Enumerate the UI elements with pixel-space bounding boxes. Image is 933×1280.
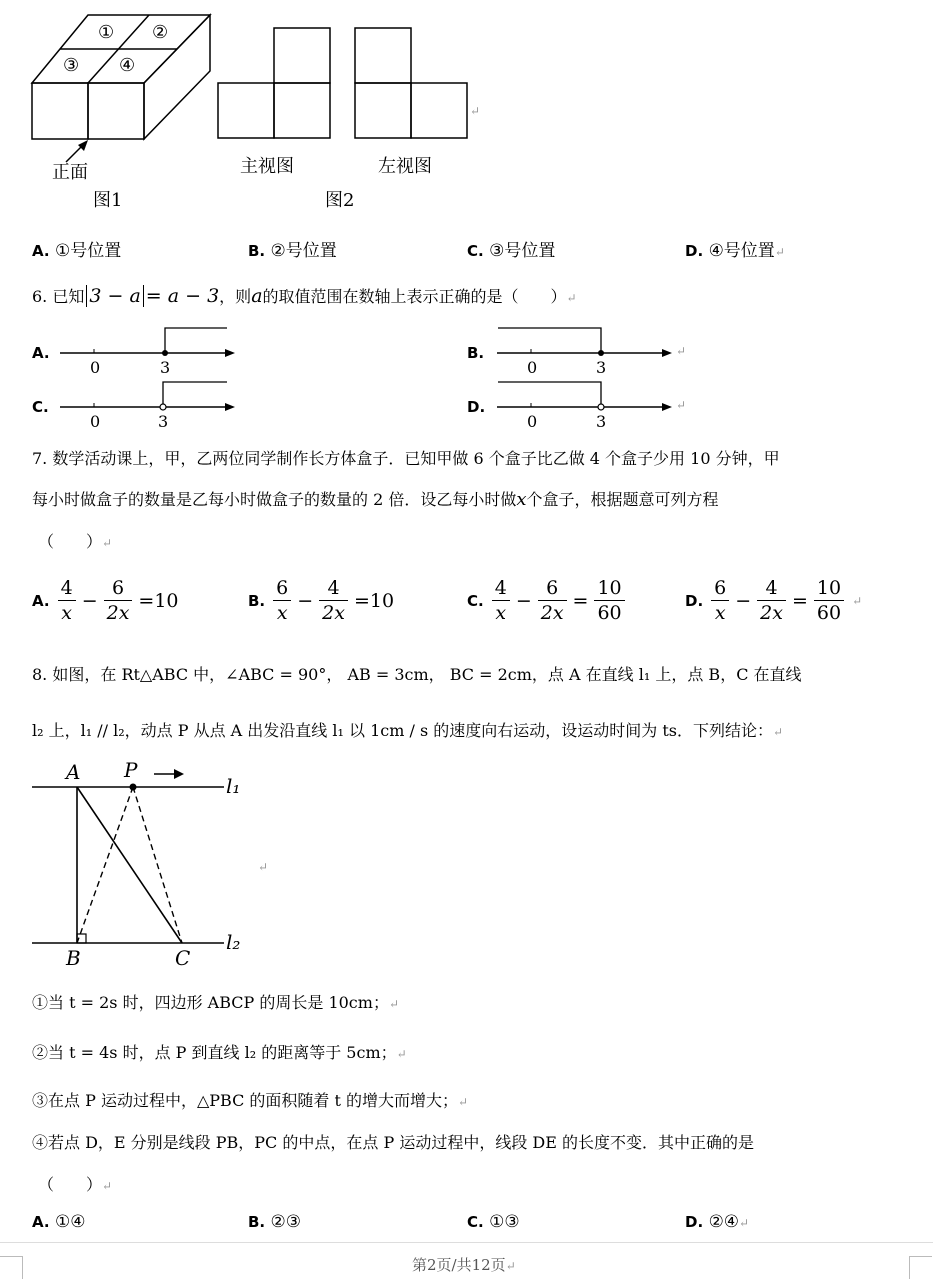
q8-conclusion-2: ②当 t = 4s 时，点 P 到直线 l₂ 的距离等于 5cm；↵ <box>32 1043 407 1062</box>
q6-option-c-label[interactable]: C. <box>32 398 49 416</box>
q6-a-three: 3 <box>160 358 171 377</box>
q8-line1: 8. 如图，在 Rt△ABC 中，∠ABC = 90°， AB = 3cm， BC = 2cm，点 A 在直线 l₁ 上，点 B，C 在直线 <box>32 665 802 684</box>
q8-conclusion-3: ③在点 P 运动过程中，△PBC 的面积随着 t 的增大而增大；↵ <box>32 1091 469 1110</box>
circle-label-2: ② <box>152 22 169 43</box>
q6-numberline-d[interactable] <box>492 376 682 416</box>
q5-option-b[interactable]: B. ②号位置 <box>248 241 337 261</box>
q6-c-zero: 0 <box>90 412 101 431</box>
views-figure <box>215 24 475 142</box>
fig-label-c: C <box>175 946 191 970</box>
fig1-caption: 图1 <box>93 190 123 211</box>
fig-label-l1: l₁ <box>226 774 241 798</box>
q6-b-three: 3 <box>596 358 607 377</box>
front-view-label: 主视图 <box>240 156 294 177</box>
q8-conclusion-4: ④若点 D，E 分别是线段 PB，PC 的中点，在点 P 运动过程中，线段 DE 的长度不变．其中正确的是 <box>32 1133 755 1152</box>
q7-option-d[interactable]: D. $\frac{6}{x}$ − $\frac{4}{2x}$ = $\frac{10}{60}$ ↵ <box>685 577 863 624</box>
q6-numberline-c[interactable] <box>55 376 245 416</box>
q6-numberline-a[interactable] <box>55 322 245 362</box>
q6-a-zero: 0 <box>90 358 101 377</box>
q7-option-b[interactable]: B. $\frac{6}{x}$ − $\frac{4}{2x}$ =10 <box>248 577 395 624</box>
fig-label-l2: l₂ <box>226 930 241 954</box>
q7-line2: 每小时做盒子的数量是乙每小时做盒子的数量的 2 倍．设乙每小时做x个盒子，根据题意可列方程 <box>32 489 719 510</box>
front-label: 正面 <box>52 162 88 183</box>
left-view-label: 左视图 <box>378 156 432 177</box>
q7-line1: 7. 数学活动课上，甲，乙两位同学制作长方体盒子．已知甲做 6 个盒子比乙做 4 个盒子少用 10 分钟，甲 <box>32 449 780 468</box>
q8-conclusion-1: ①当 t = 2s 时，四边形 ABCP 的周长是 10cm；↵ <box>32 993 400 1012</box>
q6-d-zero: 0 <box>527 412 538 431</box>
q6-d-three: 3 <box>596 412 607 431</box>
page-footer: 第2页/共12页↵ <box>412 1256 516 1274</box>
q7-option-c[interactable]: C. $\frac{4}{x}$ − $\frac{6}{2x}$ = $\frac{10}{60}$ <box>467 576 625 625</box>
q8-option-c[interactable]: C. ①③ <box>467 1212 520 1232</box>
q6-option-b-label[interactable]: B. <box>467 344 485 362</box>
q8-option-d[interactable]: D. ②④↵ <box>685 1212 750 1232</box>
fig-label-a: A <box>66 760 81 784</box>
fig-label-b: B <box>66 946 81 970</box>
corner-mark-right <box>909 1256 932 1279</box>
circle-label-4: ④ <box>119 55 136 76</box>
page-divider <box>0 1242 933 1243</box>
q6-option-d-label[interactable]: D. <box>467 398 486 416</box>
q6-numberline-b[interactable] <box>492 322 682 362</box>
q5-option-c[interactable]: C. ③号位置 <box>467 241 556 261</box>
q7-option-a[interactable]: A. $\frac{4}{x}$ − $\frac{6}{2x}$ =10 <box>32 577 179 624</box>
q8-conclusion-5: （ ）↵ <box>38 1175 113 1194</box>
q8-option-b[interactable]: B. ②③ <box>248 1212 302 1232</box>
q5-option-a[interactable]: A. ①号位置 <box>32 241 122 261</box>
q6-b-zero: 0 <box>527 358 538 377</box>
circle-label-3: ③ <box>63 55 80 76</box>
corner-mark-left <box>0 1256 23 1279</box>
cube-figure <box>25 10 225 145</box>
fig2-caption: 图2 <box>325 190 355 211</box>
q7-line3: （ ）↵ <box>38 532 113 551</box>
circle-label-1: ① <box>98 22 115 43</box>
q8-line2: l₂ 上，l₁ // l₂，动点 P 从点 A 出发沿直线 l₁ 以 1cm / s 的速度向右运动，设运动时间为 ts．下列结论：↵ <box>32 721 784 740</box>
q6-option-a-label[interactable]: A. <box>32 344 50 362</box>
q8-option-a[interactable]: A. ①④ <box>32 1212 86 1232</box>
q5-option-d[interactable]: D. ④号位置↵ <box>685 241 785 261</box>
q8-triangle-figure <box>28 760 258 975</box>
q6-c-three: 3 <box>158 412 169 431</box>
fig-label-p: P <box>124 758 138 782</box>
q6-stem: 6. 已知 3 − a = a − 3，则a的取值范围在数轴上表示正确的是（ ）↵ <box>32 285 577 307</box>
